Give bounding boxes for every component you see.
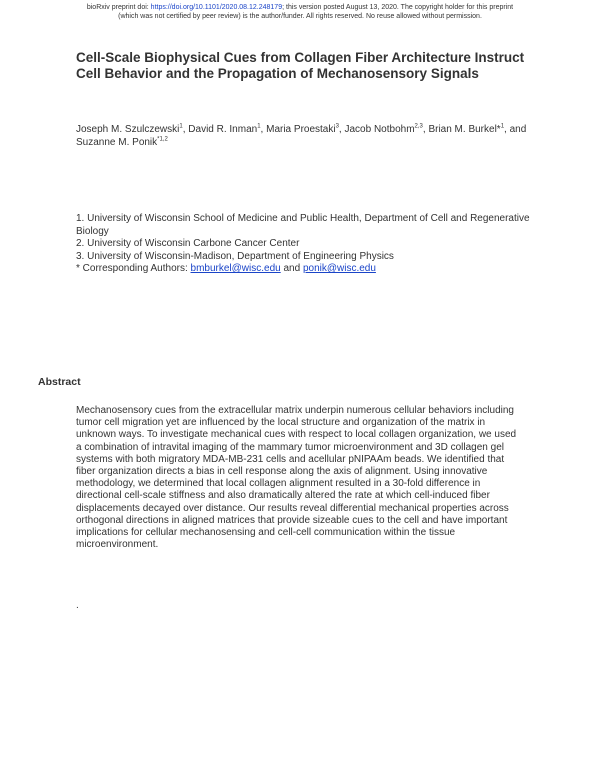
doi-link[interactable]: https://doi.org/10.1101/2020.08.12.248179 bbox=[150, 4, 283, 11]
email-link-burkel[interactable]: bmburkel@wisc.edu bbox=[190, 263, 281, 274]
header-suffix: ; this version posted August 13, 2020. The copyright holder for this preprint bbox=[282, 4, 514, 11]
abstract-heading: Abstract bbox=[38, 376, 81, 388]
affiliation-1: 1. University of Wisconsin School of Medicine and Public Health, Department of Cell and Regenerative Biology bbox=[76, 213, 530, 237]
header-line-1 bbox=[0, 3, 600, 12]
header-prefix: bioRxiv preprint doi: bbox=[86, 4, 151, 11]
affiliations bbox=[76, 213, 536, 276]
preprint-header bbox=[0, 3, 600, 21]
author: Jacob Notbohm$^{2,3}$, bbox=[344, 123, 429, 135]
author: Suzanne M. Ponik$^{*1,2}$ bbox=[76, 136, 168, 148]
trailing-mark: . bbox=[76, 600, 79, 611]
author: Brian M. Burkel*$^1$, and bbox=[428, 123, 527, 135]
affiliation-2: 2. University of Wisconsin Carbone Cancer Center bbox=[76, 238, 300, 249]
author-list bbox=[76, 123, 536, 149]
abstract-body: Mechanosensory cues from the extracellular matrix underpin numerous cellular behaviors including tumor cell migration yet are influenced by the local structure and organization of the matrix in unknown ways. To investigate mechanical cues with respect to local collagen organization, we used a combination of intravital imaging of the mammary tumor microenvironment and 3D collagen gel systems with both migratory MDA-MB-231 cells and acellular pNIPAAm beads. We identified that fiber organization directs a bias in cell response along the axis of alignment. Using innovative methodology, we determined that local collagen alignment resulted in a 30-fold difference in directional cell-scale stiffness and also dramatically altered the rate at which cell-induced fiber displacements decayed over distance. Our results reveal differential mechanical properties across orthogonal directions in aligned matrices that provide sizeable cues to the cell and have important implications for cellular mechanosensing and cell-cell communication within the tissue microenvironment. bbox=[76, 405, 517, 551]
author: David R. Inman$^1$, bbox=[188, 123, 267, 135]
author: Maria Proestaki$^3$, bbox=[266, 123, 345, 135]
affiliation-3: 3. University of Wisconsin-Madison, Department of Engineering Physics bbox=[76, 250, 394, 262]
header-line-2: (which was not certified by peer review) is the author/funder. All rights reserved. No reuse allowed without permission. bbox=[118, 13, 482, 20]
paper-title: Cell-Scale Biophysical Cues from Collagen Fiber Architecture Instruct Cell Behavior and the Propagation of Mechanosensory Signals bbox=[76, 50, 525, 81]
email-link-ponik[interactable]: ponik@wisc.edu bbox=[302, 263, 376, 274]
author: Joseph M. Szulczewski$^1$, bbox=[76, 123, 189, 135]
corresponding-authors: * Corresponding Authors: bmburkel@wisc.edu and ponik@wisc.edu bbox=[76, 263, 376, 274]
